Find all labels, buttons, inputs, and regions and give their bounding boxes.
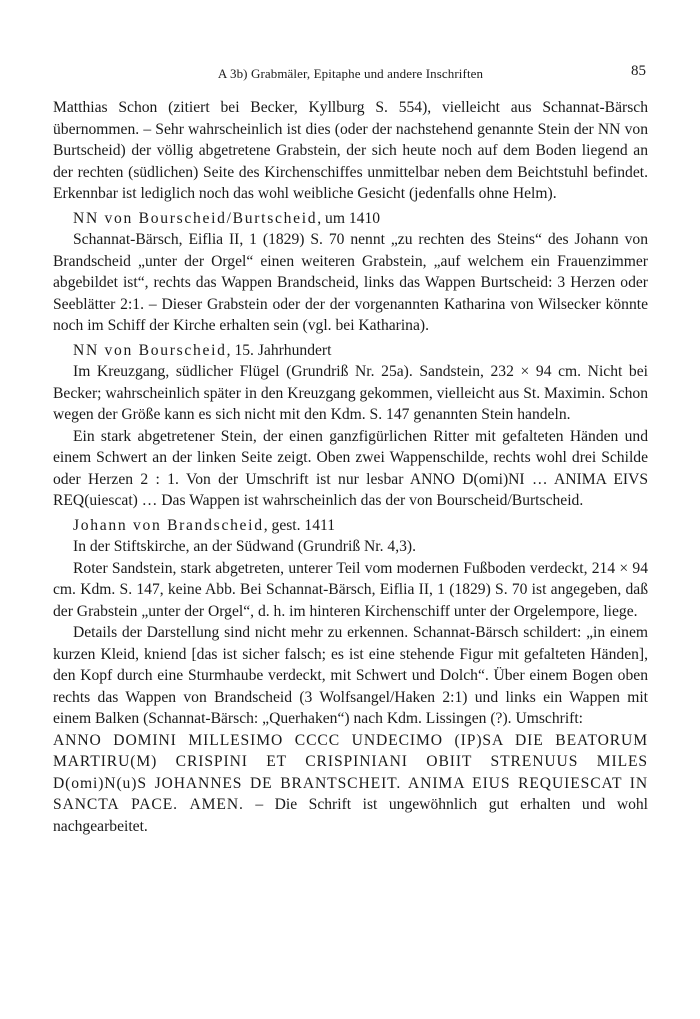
depiction-text: Details der Darstellung sind nicht mehr zu erkennen. Schannat-Bärsch schildert: „in einem kurzen Kleid, kniend [das ist sicher falsch; es ist eine stehende Figur mit gefalteten Händen], den Kopf durch eine Sturmhaube verdeckt, mit Schwert und Dolch“. Über einem Bogen oben rechts das Wappen von Brandscheid (3 Wolfsangel/Haken 2:1) und links ein Wappen mit einem Balken (Schannat-Bärsch: „Querhaken“) nach Kdm. Lissingen (?). Umschrift: — [53, 624, 648, 727]
entry-heading-name: Johann von Brandscheid — [73, 516, 264, 534]
document-page — [53, 0, 648, 1019]
entry-heading-date: , 15. Jahrhundert — [226, 341, 332, 359]
page-header — [53, 63, 648, 85]
paragraph-stone-description: Ein stark abgetretener Stein, der einen ganzfigürlichen Ritter mit gefalteten Händen und einem Schwert an der linken Seite zeigt. Oben zwei Wappenschilde, rechts wohl drei Schilde oder Herzen 2 : 1. Von der Umschrift ist nur lesbar ANNO D(omi)NI … ANIMA EIVS REQ(uiescat) … Das Wappen ist wahrscheinlich das der von Bourscheid/Burtscheid. — [53, 427, 648, 509]
inscription-remark: – Die Schrift ist ungewöhnlich gut erhalten und wohl nachgearbeitet. — [53, 796, 649, 835]
inscription-text: ANNO DOMINI MILLESIMO CCCC UNDECIMO (IP)SA DIE BEATORUM MARTIRU(M) CRISPINI ET CRISPINIANI OBIIT STRENUUS MILES D(omi)N(u)S JOHANNES DE BRANTSCHEIT. ANIMA EIUS REQUIESCAT IN SANCTA PACE. AMEN. — [53, 731, 648, 813]
paragraph-depiction-details — [53, 622, 648, 837]
paragraph-kreuzgang-location: Im Kreuzgang, südlicher Flügel (Grundriß Nr. 25a). Sandstein, 232 × 94 cm. Nicht bei Becker; wahrscheinlich später in den Kreuzgang gekommen, vielleicht aus St. Maximin. Schon wegen der Größe kann es sich nicht mit den Kdm. S. 147 genannten Stein handeln. — [53, 363, 648, 423]
paragraph-schannat-baersch-note: Schannat-Bärsch, Eiflia II, 1 (1829) S. 70 nennt „zu rechten des Steins“ des Johann von Brandscheid „unter der Orgel“ einen weiteren Grabstein, „auf welchem ein Frauenzimmer abgebildet ist“, rechts das Wappen Brandscheid, links das Wappen Burtscheid: 3 Herzen oder Seeblätter 2:1. – Dieser Grabstein oder der der vorgenannten Katharina von Wilsecker könnte noch im Schiff der Kirche erhalten sein (vgl. bei Katharina). — [53, 231, 648, 334]
entry-heading-date: , gest. 1411 — [263, 516, 336, 534]
running-title: A 3b) Grabmäler, Epitaphe und andere Inschriften — [217, 66, 484, 81]
page-number: 85 — [631, 63, 646, 79]
page-body — [53, 97, 648, 837]
entry-heading-name: NN von Bourscheid — [73, 341, 227, 359]
entry-heading-name: NN von Bourscheid/Burtscheid — [73, 209, 318, 227]
entry-heading-nn-bourscheid-burtscheid — [53, 208, 648, 230]
entry-heading-nn-bourscheid — [53, 340, 648, 362]
entry-heading-date: , um 1410 — [317, 209, 381, 227]
entry-heading-johann-von-brandscheid — [53, 515, 648, 537]
paragraph-stiftskirche-location: In der Stiftskirche, an der Südwand (Grundriß Nr. 4,3). — [73, 538, 416, 555]
paragraph-matthias-schon-continued: Matthias Schon (zitiert bei Becker, Kyllburg S. 554), vielleicht aus Schannat-Bärsch übernommen. – Sehr wahrscheinlich ist dies (oder der nachstehend genannte Stein der NN von Burtscheid) der völlig abgetretene Grabstein, der sich heute noch auf dem Boden liegend an der rechten (südlichen) Seite des Kirchenschiffes unmittelbar neben dem Beichtstuhl befindet. Erkennbar ist lediglich noch das wohl weibliche Gesicht (jedenfalls ohne Helm). — [53, 99, 648, 202]
paragraph-sandstone-description: Roter Sandstein, stark abgetreten, unterer Teil vom modernen Fußboden verdeckt, 214 × 94 cm. Kdm. S. 147, keine Abb. Bei Schannat-Bärsch, Eiflia II, 1 (1829) S. 70 ist angegeben, daß der Grabstein „unter der Orgel“, d. h. im hinteren Kirchenschiff unter der Orgelempore, liege. — [53, 559, 648, 620]
